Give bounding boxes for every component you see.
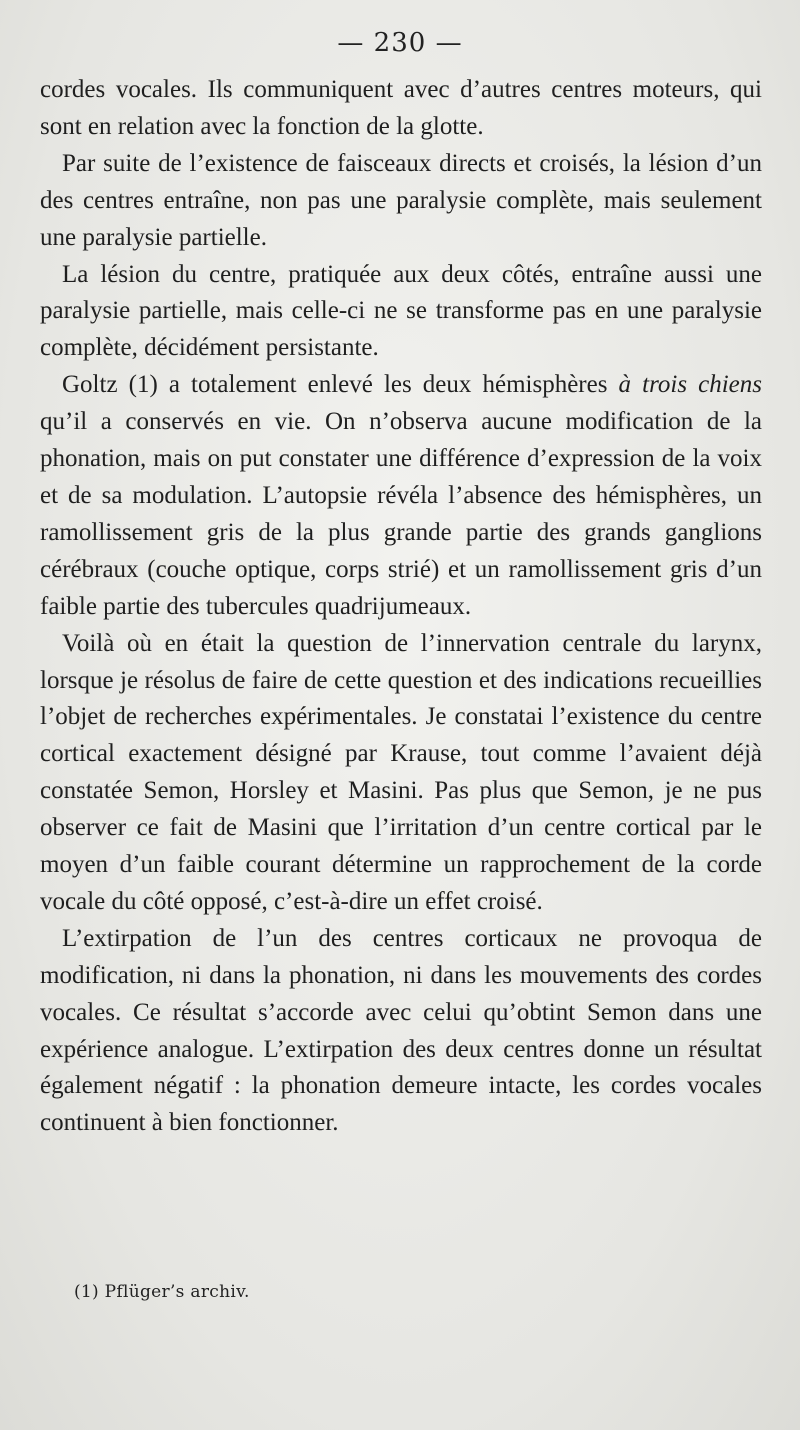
body-text: [40, 72, 762, 1142]
paragraph-6: L’extirpation de l’un des centres corticaux ne provoqua de modification, ni dans la phonation, ni dans les mouvements des cordes vocales. Ce résultat s’accorde avec celui qu’obtint Semon dans une expérience analogue. L’extirpation des deux centres donne un résultat également négatif : la phonation demeure intacte, les cordes vocales continuent à bien fonctionner.: [40, 924, 762, 1137]
paragraph-3: La lésion du centre, pratiquée aux deux côtés, entraîne aussi une paralysie partielle, mais celle-ci ne se transforme pas en une paralysie complète, décidément persistante.: [40, 260, 762, 362]
paragraph-4-part-1: Goltz (1) a totalement enlevé les deux hémisphères: [62, 371, 619, 399]
paragraph-4-part-2: qu’il a conservés en vie. On n’observa aucune modification de la phonation, mais on put constater une différence d’expression de la voix et de sa modulation. L’autopsie révéla l’absence des hémisphères, un ramollissement gris de la plus grande partie des grands ganglions cérébraux (couche optique, corps strié) et un ramollissement gris d’un faible partie des tubercules quadrijumeaux.: [40, 408, 762, 620]
paragraph-5: Voilà où en était la question de l’innervation centrale du larynx, lorsque je résolus de faire de cette question et des indications recueillies l’objet de recherches expérimentales. Je constatai l’existence du centre cortical exactement désigné par Krause, tout comme l’avaient déjà constatée Semon, Horsley et Masini. Pas plus que Semon, je ne pus observer ce fait de Masini que l’irritation d’un centre cortical par le moyen d’un faible courant détermine un rapprochement de la corde vocale du côté opposé, c’est-à-dire un effet croisé.: [40, 629, 762, 915]
paragraph-4-italic: à trois chiens: [618, 371, 763, 399]
page-number: — 230 —: [337, 28, 463, 58]
paragraph-4: [40, 367, 762, 625]
footnote: (1) Pflüger’s archiv.: [74, 1282, 250, 1302]
paragraph-1: cordes vocales. Ils communiquent avec d’autres centres moteurs, qui sont en relation avec la fonction de la glotte.: [40, 76, 762, 140]
paragraph-2: Par suite de l’existence de faisceaux directs et croisés, la lésion d’un des centres entraîne, non pas une paralysie complète, mais seulement une paralysie partielle.: [40, 149, 762, 251]
